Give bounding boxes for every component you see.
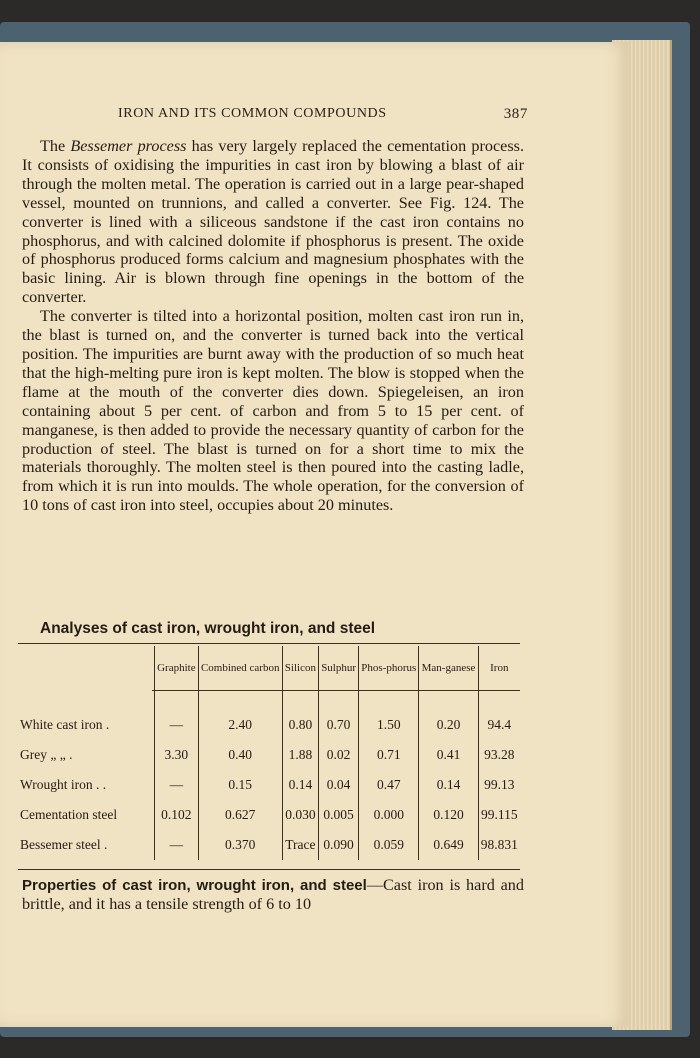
cell: 0.47 [359,770,419,800]
cell: — [155,710,199,740]
table-bottom-rule [18,869,520,870]
page-number: 387 [503,106,528,122]
table-row [18,830,520,860]
cell: Trace [282,830,318,860]
table-row [18,770,520,800]
cell: 1.50 [359,710,419,740]
cell: — [155,830,199,860]
table-row [18,740,520,770]
cell: 0.80 [282,710,318,740]
cell: 1.88 [282,740,318,770]
cell: 0.370 [198,830,282,860]
cell: 98.831 [478,830,520,860]
p1-post: has very largely replaced the cementation process. It consists of oxidising the impurities in cast iron by blowing a blast of air through the molten metal. The operation is carried out in a large pear-shaped vessel, mounted on trunnions, and called a converter. See Fig. 124. The converter is lined with a siliceous sandstone if the cast iron contains no phosphorus, and with calcined dolomite if phosphorus is present. The oxide of phosphorus produced forms calcium and magnesium phosphates with the basic lining. Air is blown through fine openings in the bottom of the converter. [22,137,525,307]
cell: 0.14 [282,770,318,800]
body-text [22,137,524,515]
cell: 0.649 [419,830,478,860]
row-label: Bessemer steel . [20,837,108,852]
cell: 0.000 [359,800,419,830]
cell: 0.04 [319,770,359,800]
table-header-row [18,646,520,690]
row-label: Cementation steel [20,807,118,822]
cell: 2.40 [198,710,282,740]
properties-lead: Properties of cast iron, wrought iron, and steel [22,877,367,894]
cell: 0.030 [282,800,318,830]
cell: 0.005 [319,800,359,830]
col-header: Sulphur [319,646,359,690]
cell: 0.090 [319,830,359,860]
header-underline [152,690,520,692]
properties-paragraph [22,876,524,914]
bessemer-process-term: Bessemer process [70,137,187,155]
cell: 3.30 [155,740,199,770]
col-header: Phos-phorus [359,646,419,690]
cell: 94.4 [478,710,520,740]
row-label: Wrought iron . . [20,777,107,792]
cell: 0.70 [319,710,359,740]
header-blank [18,646,155,690]
cell: 99.13 [478,770,520,800]
cell: 0.120 [419,800,478,830]
cell: 0.20 [419,710,478,740]
table-title: Analyses of cast iron, wrought iron, and steel [40,620,376,637]
cell: 0.14 [419,770,478,800]
col-header: Silicon [282,646,318,690]
p1-pre: The [40,137,71,155]
col-header: Iron [478,646,520,690]
table-row [18,710,520,740]
paragraph-converter: The converter is tilted into a horizontal position, molten cast iron run in, the blast is turned on, and the converter is turned back into the vertical position. The impurities are burnt away with the production of so much heat that the high-melting pure iron is kept molten. The blow is stopped when the flame at the mouth of the converter dies down. Spiegeleisen, an iron containing about 5 per cent. of carbon and from 5 to 15 per cent. of manganese, is then added to provide the necessary quantity of carbon for the production of steel. The blast is turned on for a short time to mix the materials thoroughly. The molten steel is then poured into the casting ladle, from which it is run into moulds. The whole operation, for the conversion of 10 tons of cast iron into steel, occupies about 20 minutes. [22,307,524,515]
cell: 0.02 [319,740,359,770]
cell: 0.40 [198,740,282,770]
cell: 0.059 [359,830,419,860]
cell: — [155,770,199,800]
cell: 0.15 [198,770,282,800]
row-label: White cast iron . [20,717,110,732]
paragraph-bessemer [22,137,524,307]
properties-text: —Cast iron is hard and brittle, and it has a tensile strength of 6 to 10 [22,876,524,913]
table-row [18,800,520,830]
table-top-rule [18,643,520,644]
col-header: Graphite [155,646,199,690]
cell: 0.102 [155,800,199,830]
col-header: Man-ganese [419,646,478,690]
table-spacer [18,690,520,710]
cell: 0.71 [359,740,419,770]
cell: 0.41 [419,740,478,770]
row-label: Grey „ „ . [20,747,73,762]
cell: 93.28 [478,740,520,770]
cell: 0.627 [198,800,282,830]
col-header: Combined carbon [198,646,282,690]
analyses-table [18,646,520,860]
cell: 99.115 [478,800,520,830]
running-title: IRON AND ITS COMMON COMPOUNDS [118,106,387,121]
